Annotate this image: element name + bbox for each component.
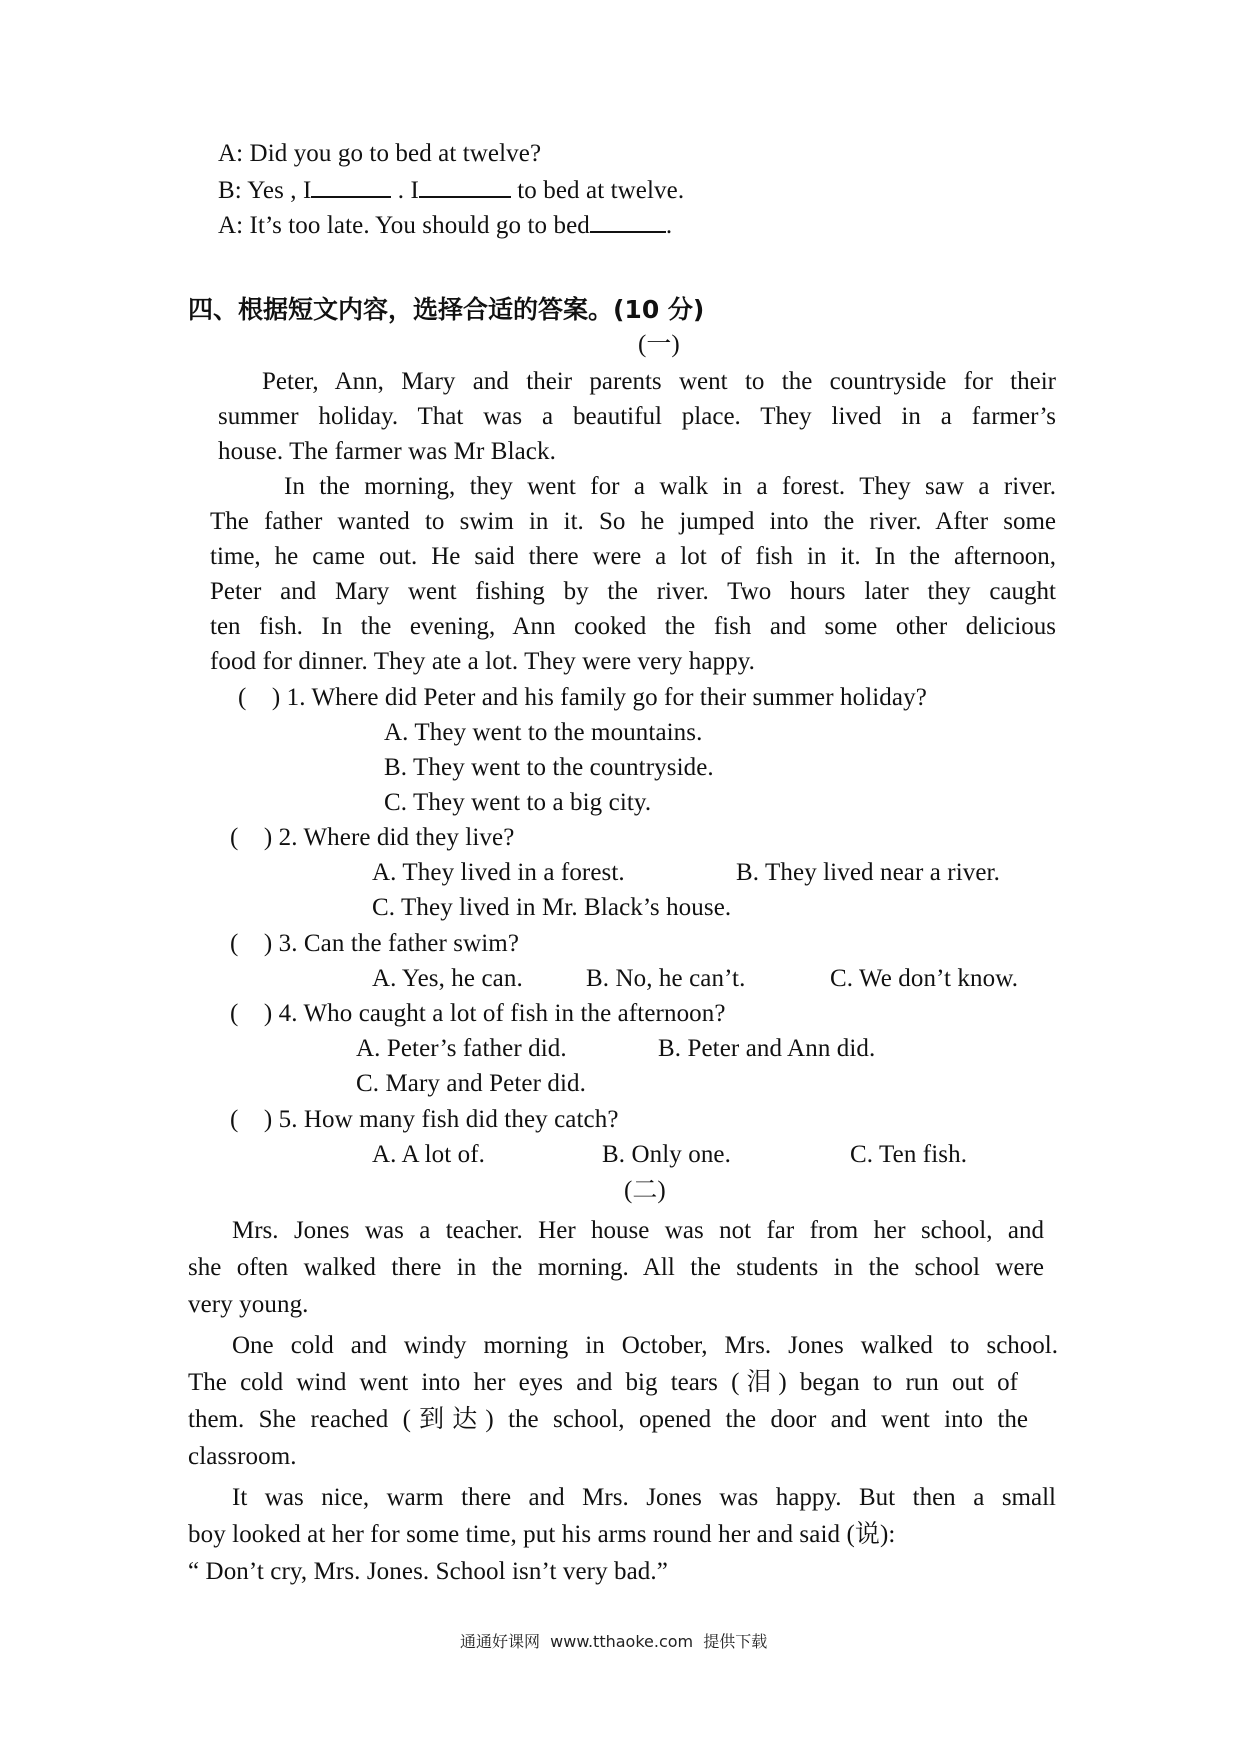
section-heading: 四、根据短文内容，选择合适的答案。(10 分) [188, 295, 705, 324]
passage2-para3-line2: boy looked at her for some time, put his arms round her and said (说): [188, 1521, 896, 1548]
question-1-option-a[interactable]: A. They went to the mountains. [384, 719, 703, 746]
question-4-stem: ( ) 4. Who caught a lot of fish in the afternoon? [230, 1000, 726, 1027]
passage2-para2-line1: One cold and windy morning in October, Mrs. Jones walked to school. [232, 1332, 1058, 1359]
question-3-option-c[interactable]: C. We don’t know. [830, 965, 1019, 992]
question-4-option-a[interactable]: A. Peter’s father did. [356, 1035, 567, 1062]
question-2-stem: ( ) 2. Where did they live? [230, 824, 515, 851]
passage1-para2-line2: The father wanted to swim in it. So he jumped into the river. After some [210, 508, 1056, 535]
question-1-option-b[interactable]: B. They went to the countryside. [384, 754, 714, 781]
dialogue-line-a1: A: Did you go to bed at twelve? [218, 140, 542, 167]
dialogue-a2-pre: A: It’s too late. You should go to bed [218, 212, 590, 239]
passage1-para1-line3: house. The farmer was Mr Black. [218, 438, 556, 465]
question-5-option-b[interactable]: B. Only one. [602, 1141, 731, 1168]
question-4-option-b[interactable]: B. Peter and Ann did. [658, 1035, 876, 1062]
question-5-stem: ( ) 5. How many fish did they catch? [230, 1106, 619, 1133]
question-2-option-c[interactable]: C. They lived in Mr. Black’s house. [372, 894, 732, 921]
question-1-stem: ( ) 1. Where did Peter and his family go for their summer holiday? [238, 684, 927, 711]
passage2-para2-line3: them. She reached (到达) the school, opened the door and went into the [188, 1406, 1028, 1433]
passage2-para3-line3: “ Don’t cry, Mrs. Jones. School isn’t very bad.” [188, 1558, 668, 1585]
passage1-para2-line3: time, he came out. He said there were a lot of fish in it. In the afternoon, [210, 543, 1056, 570]
passage1-para2-line6: food for dinner. They ate a lot. They were very happy. [210, 648, 756, 675]
passage2-para2-line2: The cold wind went into her eyes and big tears (泪) began to run out of [188, 1369, 1018, 1396]
passage2-para2-line4: classroom. [188, 1443, 297, 1470]
passage1-para1-line2: summer holiday. That was a beautiful place. They lived in a farmer’s [218, 403, 1056, 430]
dialogue-b1-mid: . I [391, 177, 419, 204]
question-1-option-c[interactable]: C. They went to a big city. [384, 789, 652, 816]
question-2-option-a[interactable]: A. They lived in a forest. [372, 859, 625, 886]
part-label-1: (一) [638, 331, 680, 358]
answer-blank[interactable] [419, 174, 511, 198]
passage1-para2-line1: In the morning, they went for a walk in a forest. They saw a river. [284, 473, 1056, 500]
dialogue-b1-pre: B: Yes , I [218, 177, 312, 204]
dialogue-a2-post: . [665, 212, 673, 239]
question-3-stem: ( ) 3. Can the father swim? [230, 930, 520, 957]
part-label-2: (二) [624, 1177, 666, 1204]
passage2-para3-line1: It was nice, warm there and Mrs. Jones was happy. But then a small [232, 1484, 1056, 1511]
question-3-option-b[interactable]: B. No, he can’t. [586, 965, 746, 992]
page-footer: 通通好课网 www.tthaoke.com 提供下载 [460, 1632, 768, 1651]
question-3-option-a[interactable]: A. Yes, he can. [372, 965, 523, 992]
answer-blank[interactable] [311, 174, 391, 198]
question-2-option-b[interactable]: B. They lived near a river. [736, 859, 1000, 886]
passage1-para1-line1: Peter, Ann, Mary and their parents went to the countryside for their [262, 368, 1056, 395]
question-5-option-c[interactable]: C. Ten fish. [850, 1141, 968, 1168]
answer-blank[interactable] [590, 209, 666, 233]
passage1-para2-line5: ten fish. In the evening, Ann cooked the fish and some other delicious [210, 613, 1056, 640]
dialogue-line-b1 [218, 174, 684, 206]
passage2-para1-line1: Mrs. Jones was a teacher. Her house was not far from her school, and [232, 1217, 1044, 1244]
passage2-para1-line3: very young. [188, 1291, 309, 1318]
question-4-option-c[interactable]: C. Mary and Peter did. [356, 1070, 586, 1097]
passage1-para2-line4: Peter and Mary went fishing by the river. Two hours later they caught [210, 578, 1056, 605]
passage2-para1-line2: she often walked there in the morning. All the students in the school were [188, 1254, 1044, 1281]
question-5-option-a[interactable]: A. A lot of. [372, 1141, 486, 1168]
dialogue-b1-post: to bed at twelve. [517, 177, 685, 204]
dialogue-line-a2 [218, 209, 672, 241]
